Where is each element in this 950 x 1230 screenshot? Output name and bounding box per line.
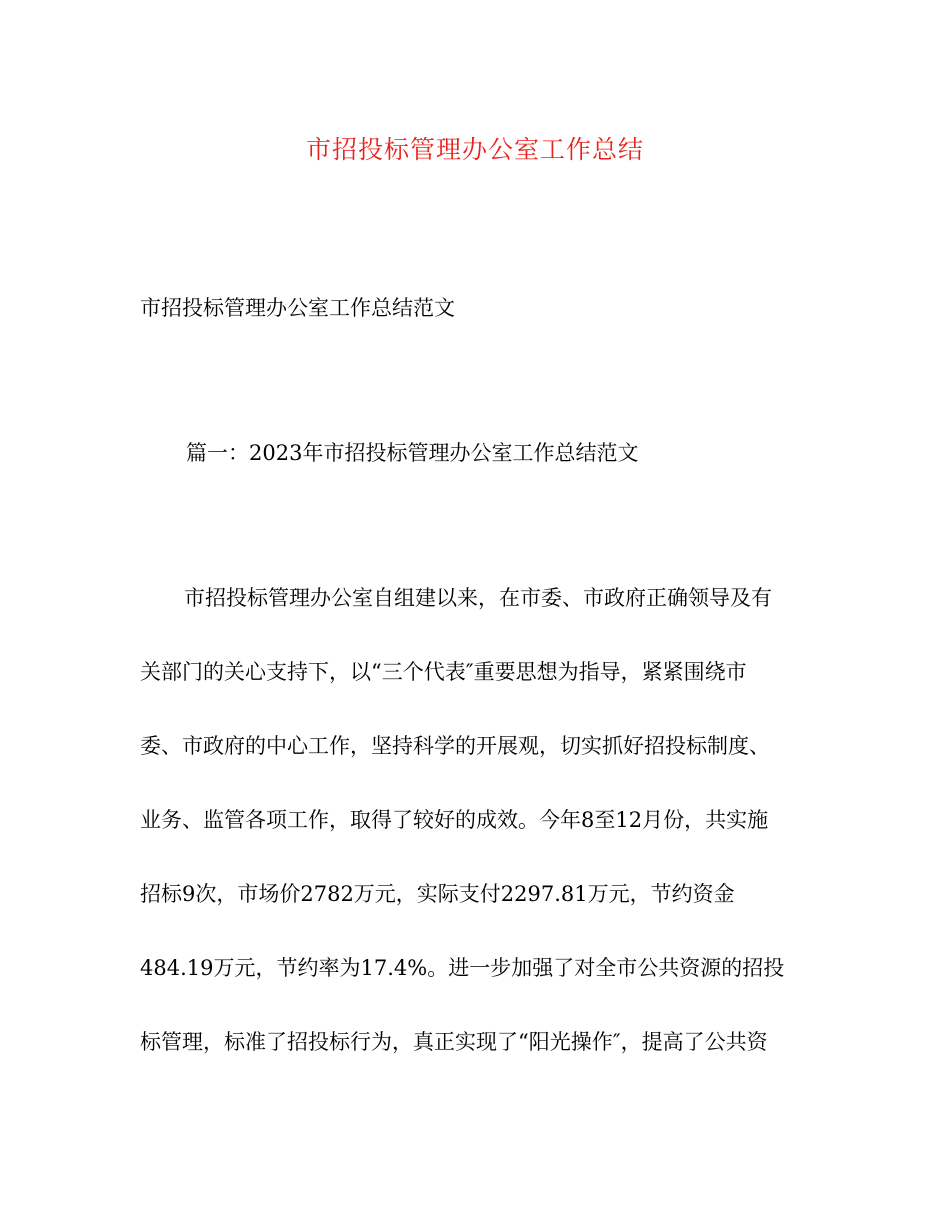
paragraph-line: 招标9次，市场价2782万元，实际支付2297.81万元，节约资金: [140, 882, 735, 906]
paragraph-line: 业务、监管各项工作，取得了较好的成效。今年8至12月份，共实施: [140, 808, 769, 832]
document-subtitle: 市招投标管理办公室工作总结范文: [140, 296, 455, 320]
section-heading: 篇一：2023年市招投标管理办公室工作总结范文: [186, 441, 639, 465]
paragraph-line: 484.19万元，节约率为17.4%。进一步加强了对全市公共资源的招投: [140, 956, 785, 980]
document-title: 市招投标管理办公室工作总结: [305, 135, 644, 164]
paragraph-line: 关部门的关心支持下，以“三个代表″重要思想为指导，紧紧围绕市: [140, 660, 747, 684]
paragraph-line: 委、市政府的中心工作，坚持科学的开展观，切实抓好招投标制度、: [140, 734, 770, 758]
paragraph-line: 市招投标管理办公室自组建以来，在市委、市政府正确领导及有: [184, 586, 772, 610]
paragraph-line: 标管理，标准了招投标行为，真正实现了“阳光操作″，提高了公共资: [140, 1030, 768, 1054]
